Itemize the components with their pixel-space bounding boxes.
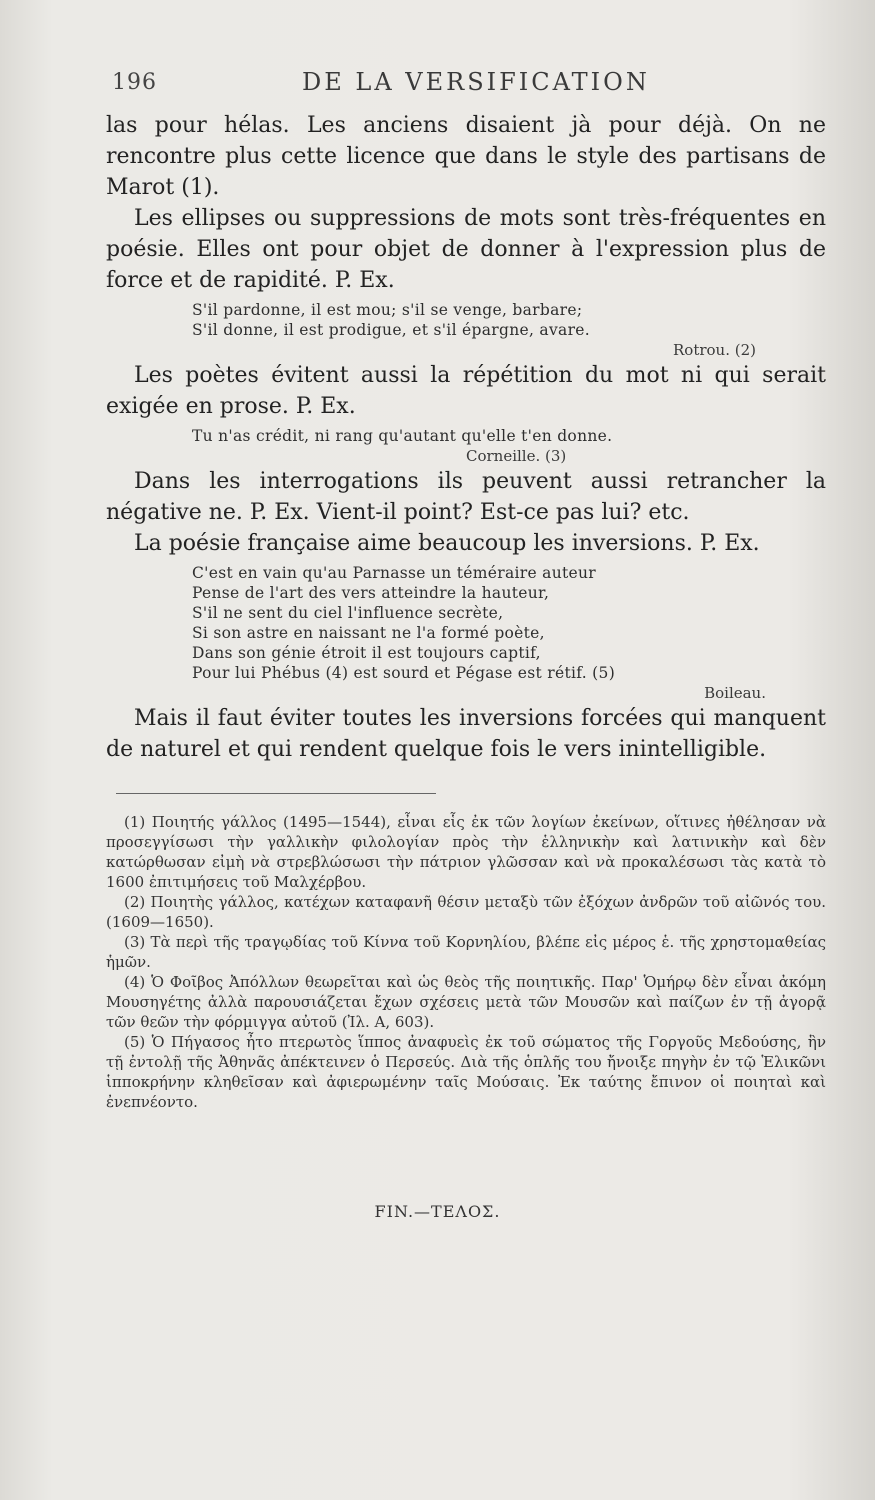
verse-attribution: Rotrou. (2) bbox=[673, 341, 756, 359]
verse-attribution: Corneille. (3) bbox=[466, 447, 567, 465]
verse-line: S'il ne sent du ciel l'influence secrète, bbox=[192, 604, 504, 622]
verse-quotation bbox=[192, 300, 826, 340]
verse-line: S'il donne, il est prodigue, et s'il épargne, avare. bbox=[192, 321, 590, 339]
verse-line: Pense de l'art des vers atteindre la hauteur, bbox=[192, 584, 550, 602]
footnote: (2) Ποιητὴς γάλλος, κατέχων καταφανῆ θέσιν μεταξὺ τῶν ἐξόχων ἀνδρῶν τοῦ αἰῶνός του. (1609—1650). bbox=[106, 893, 826, 931]
paragraph: las pour hélas. Les anciens disaient jà pour déjà. On ne rencontre plus cette licence que dans le style des partisans de Marot (1). bbox=[106, 113, 826, 200]
verse-line: Pour lui Phébus (4) est sourd et Pégase est rétif. (5) bbox=[192, 664, 616, 682]
verse-line: Tu n'as crédit, ni rang qu'autant qu'elle t'en donne. bbox=[192, 427, 613, 445]
paragraph: La poésie française aime beaucoup les inversions. P. Ex. bbox=[134, 531, 760, 556]
paragraph: Mais il faut éviter toutes les inversions forcées qui manquent de naturel et qui rendent quelque fois le vers inintelligible. bbox=[106, 706, 826, 762]
page-header bbox=[112, 68, 832, 102]
paragraph: Les ellipses ou suppressions de mots sont très-fréquentes en poésie. Elles ont pour objet de donner à l'expression plus de force et de rapidité. P. Ex. bbox=[106, 206, 826, 293]
page-number: 196 bbox=[112, 70, 157, 95]
main-text bbox=[106, 110, 826, 1112]
footnote-separator bbox=[116, 793, 436, 794]
verse-line: S'il pardonne, il est mou; s'il se venge, barbare; bbox=[192, 301, 583, 319]
verse-line: Si son astre en naissant ne l'a formé poète, bbox=[192, 624, 545, 642]
footnote: (1) Ποιητής γάλλος (1495—1544), εἶναι εἷς ἐκ τῶν λογίων ἐκείνων, οἵτινες ἠθέλησαν νὰ προσεγγίσωσι τὴν γαλλικὴν φιλολογίαν πρὸς τὴν ἑλληνικὴν καὶ λατινικὴν καὶ δὲν κατώρθωσαν εἰμὴ νὰ στρεβλώσωσι τὴν πάτριον γλῶσσαν καὶ νὰ προκαλέσωσι τὰς κατὰ τὸ 1600 ἐπιτιμήσεις τοῦ Μαλχέρβου. bbox=[106, 813, 826, 891]
footnote: (4) Ὁ Φοῖβος Ἀπόλλων θεωρεῖται καὶ ὡς θεὸς τῆς ποιητικῆς. Παρ' Ὁμήρῳ δὲν εἶναι ἀκόμη Μουσηγέτης ἀλλὰ παρουσιάζεται ἔχων σχέσεις μετὰ τῶν Μουσῶν καὶ παίζων ἐν τῇ ἀγορᾷ τῶν θεῶν τὴν φόρμιγγα αὐτοῦ (Ἰλ. Α, 603). bbox=[106, 973, 826, 1031]
paragraph: Dans les interrogations ils peuvent aussi retrancher la négative ne. P. Ex. Vient-il point? Est-ce pas lui? etc. bbox=[106, 469, 826, 525]
paragraph: Les poètes évitent aussi la répétition du mot ni qui serait exigée en prose. P. Ex. bbox=[106, 363, 826, 419]
footnote: (3) Τὰ περὶ τῆς τραγῳδίας τοῦ Κίννα τοῦ Κορνηλίου, βλέπε εἰς μέρος ἑ. τῆς χρηστομαθείας ἡμῶν. bbox=[106, 933, 826, 971]
verse-attribution: Boileau. bbox=[704, 684, 766, 702]
fin-marker: FIN.—ΤΕΛΟΣ. bbox=[374, 1202, 501, 1221]
verse-quotation bbox=[192, 426, 826, 446]
footnote: (5) Ὁ Πήγασος ἦτο πτερωτὸς ἵππος ἀναφυεὶς ἐκ τοῦ σώματος τῆς Γοργοῦς Μεδούσης, ἣν τῇ ἐντολῇ τῆς Ἀθηνᾶς ἀπέκτεινεν ὁ Περσεύς. Διὰ τῆς ὁπλῆς του ἤνοιξε πηγὴν ἐν τῷ Ἑλικῶνι ἱπποκρήνην κληθεῖσαν καὶ ἀφιερωμένην ταῖς Μούσαις. Ἐκ ταύτης ἔπινον οἱ ποιηταὶ καὶ ἐνεπνέοντο. bbox=[106, 1033, 826, 1111]
verse-quotation bbox=[192, 563, 826, 683]
running-title: DE LA VERSIFICATION bbox=[302, 68, 650, 96]
verse-line: C'est en vain qu'au Parnasse un téméraire auteur bbox=[192, 564, 596, 582]
verse-line: Dans son génie étroit il est toujours captif, bbox=[192, 644, 541, 662]
footnotes bbox=[106, 812, 826, 1112]
